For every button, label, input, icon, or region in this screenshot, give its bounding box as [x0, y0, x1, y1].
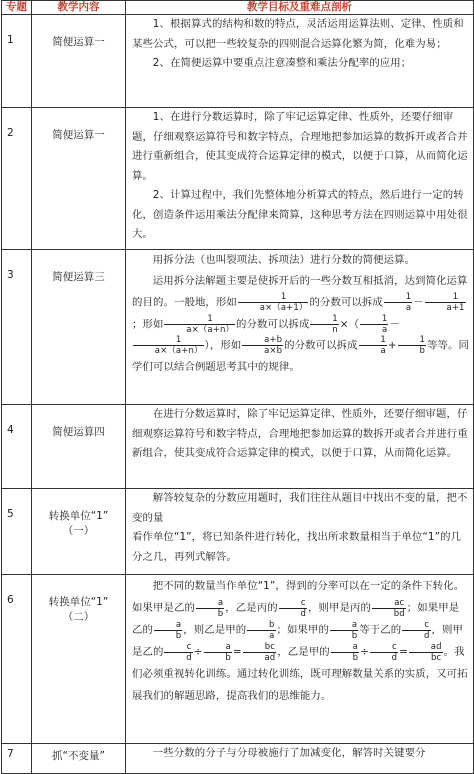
paragraph [132, 575, 469, 707]
fraction [360, 314, 388, 335]
denominator: d [391, 652, 398, 663]
fraction [154, 620, 182, 641]
text-run: ；形如 [132, 318, 164, 330]
denominator: bc [431, 652, 442, 663]
fraction [279, 598, 307, 619]
paragraph: 一些分数的分子与分母被施行了加减变化，解答时关键要分 [152, 747, 426, 759]
denominator: a [380, 346, 386, 356]
header-row [2, 1, 474, 15]
fraction [196, 598, 224, 619]
numerator: 1 [384, 292, 412, 303]
fraction [370, 642, 398, 663]
header-objectives: 教学目标及重难点剖析 [126, 1, 474, 15]
fraction [409, 642, 443, 663]
row-topic: 抓“不变量” [32, 744, 126, 774]
header-content: 教学内容 [32, 1, 126, 15]
fraction [402, 620, 430, 641]
row-number: 5 [2, 489, 32, 575]
denominator: a×b [264, 346, 283, 356]
numerator: c [279, 598, 307, 609]
paragraph: 运用拆分法解题主要是使拆开后的一些分数互相抵消，达到简化运算的目的。一般地，形如 $\frac{1}{a\times(a+1)}$ 的分数可以拆成 $\frac{1}{a}$ － $\frac{1}{a+1}$ ；形如 $\frac{1}{a\times(a+n)}$ 的分数可以拆成 $\frac{1}{n}$ ×（ $\frac{1}{a}$ － $\frac{1}{a\times(a+n)}$ ），形如 $\frac{a+b}{a\times b}$ 的分数可以拆成 $\frac{1}{a}$ + $\frac{1}{b}$ 等等。同学们可以结合例题思考其中的规律。 [132, 275, 469, 373]
denominator: d [186, 652, 192, 663]
operator: × [339, 318, 349, 330]
row-description [126, 250, 474, 405]
numerator: 1 [398, 335, 426, 346]
fraction [238, 292, 309, 313]
row-number: 3 [2, 250, 32, 405]
table-row [2, 489, 474, 575]
text-run: ，则甲是丙的 [308, 602, 371, 614]
paragraph: 1、根据算式的结构和数的特点，灵活运用运算法则、定律、性质和某些公式，可以把一些较复杂的四则混合运算化繁为简，化难为易； [132, 18, 464, 50]
row-number: 2 [2, 108, 32, 250]
denominator: a×（a+n） [154, 346, 203, 356]
operator: + [387, 339, 397, 352]
paragraph: 在进行分数运算时，除了牢记运算定律、性质外，还要仔细审题，仔细观察运算符号和数字特点，合理地把参加运算的数拆开或者合并进行重新组合，使其变成符合运算定律的模式，以便于口算，从而简化运算。 [132, 408, 468, 459]
operator: ÷ [193, 646, 203, 658]
lesson-table [1, 0, 474, 774]
text-run: ，形如 [209, 339, 242, 352]
denominator: a [381, 324, 388, 335]
text-run: 的分数可以拆成 [236, 318, 310, 330]
numerator: bc [243, 642, 277, 653]
denominator: b [419, 346, 426, 356]
fraction [425, 292, 466, 313]
numerator: 1 [360, 314, 388, 325]
numerator: a [196, 598, 224, 609]
text-run: ；如果甲是乙的 [132, 602, 460, 636]
numerator: ad [409, 642, 443, 653]
row-description [126, 108, 474, 250]
text-run: ，乙是丙的 [225, 602, 278, 614]
fraction [359, 335, 387, 356]
row-topic: 简便运算三 [32, 250, 126, 405]
denominator: a [269, 630, 275, 641]
text-run: 的分数可以拆成 [284, 339, 358, 352]
fraction [243, 642, 277, 663]
denominator: d [424, 630, 430, 641]
row-topic: 简便运算一 [32, 15, 126, 108]
topic-line: 转换单位“1” [48, 510, 109, 522]
fraction [204, 642, 232, 663]
row-description [126, 489, 474, 575]
row-description [126, 744, 474, 774]
denominator: a×（a+1） [259, 303, 308, 313]
table-row [2, 405, 474, 489]
fraction [164, 642, 192, 663]
topic-sub: （二） [62, 611, 95, 623]
text-run: ，则甲是乙的 [132, 624, 464, 658]
table-row [2, 744, 474, 774]
numerator: 1 [238, 292, 309, 303]
denominator: b [352, 652, 359, 663]
denominator: ad [264, 652, 276, 663]
denominator: b [175, 630, 182, 641]
denominator: b [225, 652, 231, 663]
denominator: b [217, 608, 224, 619]
numerator: 1 [425, 292, 466, 303]
operator: ÷ [360, 646, 369, 658]
numerator: 1 [133, 335, 204, 346]
paragraph: 2、在简便运算中要重点注意凑整和乘法分配率的应用； [152, 57, 412, 69]
numerator: a [154, 620, 182, 631]
text-run: 的分数可以拆成 [309, 296, 383, 309]
row-topic [32, 489, 126, 575]
numerator: ac [372, 598, 406, 609]
numerator: c [402, 620, 430, 631]
denominator: a+1 [446, 303, 465, 313]
numerator: 1 [359, 335, 387, 346]
row-topic: 简便运算四 [32, 405, 126, 489]
denominator: d [300, 608, 306, 619]
table-row [2, 250, 474, 405]
row-number: 6 [2, 575, 32, 744]
paragraph: 看作单位“1”，将已知条件进行转化，找出所求数量相当于单位“1”的几分之几，再列式解答。 [132, 531, 462, 563]
text-run: ，则乙是甲的 [183, 624, 247, 636]
topic-line: 转换单位“1” [48, 596, 109, 608]
denominator: a [405, 303, 412, 313]
fraction [384, 292, 412, 313]
fraction [398, 335, 426, 356]
fraction [242, 335, 283, 356]
paragraph: 2、计算过程中，我们先整体地分析算式的特点，然后进行一定的转化，创造条件运用乘法分配律来简算，这种思考方法在四则运算中用处很大。 [132, 189, 468, 240]
numerator: a [330, 620, 358, 631]
header-topic: 专题 [2, 1, 32, 15]
text-run: 把不同的数量当作单位“1”，得到的分率可以在一定的条件下转化。如果甲是乙的 [132, 580, 465, 614]
table-row [2, 15, 474, 108]
numerator: b [247, 620, 275, 631]
fraction [164, 314, 235, 335]
paragraph: 解答较复杂的分数应用题时，我们往往从题目中找出不变的量，把不变的量 [132, 492, 468, 524]
topic-sub: （一） [62, 525, 95, 537]
denominator: n [332, 324, 338, 335]
row-description [126, 15, 474, 108]
fraction [133, 335, 204, 356]
text-run: ，乙是甲的 [277, 646, 330, 658]
operator: = [399, 646, 408, 658]
row-description [126, 405, 474, 489]
fraction [247, 620, 275, 641]
paragraph: 用拆分法（也叫裂项法、拆项法）进行分数的简便运算。 [152, 254, 416, 266]
numerator: c [164, 642, 192, 653]
numerator: 1 [310, 314, 338, 325]
denominator: a×（a+n） [186, 324, 235, 335]
row-topic: 简便运算一 [32, 108, 126, 250]
text-run: 等于乙的 [359, 624, 402, 636]
numerator: 1 [164, 314, 235, 325]
fraction [310, 314, 338, 335]
row-topic [32, 575, 126, 744]
table-row [2, 108, 474, 250]
text-run: 。我们必须重视转化训练。通过转化训练，既可理解数量关系的实质，又可拓展我们的解题思路，提高我们的思维能力。 [132, 646, 468, 702]
denominator: b [351, 630, 358, 641]
numerator: a+b [242, 335, 283, 346]
row-number: 1 [2, 15, 32, 108]
row-number: 4 [2, 405, 32, 489]
numerator: c [370, 642, 398, 653]
text-run: 等等。同学们可以结合例题思考其中的规律。 [132, 339, 469, 373]
text-run: ；如果甲的 [276, 624, 329, 636]
operator: = [232, 646, 242, 658]
row-description [126, 575, 474, 744]
denominator: bd [393, 608, 405, 619]
operator: － [389, 318, 400, 330]
text-run: 运用拆分法解题主要是使拆开后的一些分数互相抵消，达到简化运算的目的。一般地，形如 [132, 275, 468, 309]
numerator: a [331, 642, 359, 653]
fraction [331, 642, 359, 663]
row-number: 7 [2, 744, 32, 774]
operator: － [413, 296, 424, 309]
fraction [330, 620, 358, 641]
paragraph: 1、在进行分数运算时，除了牢记运算定律、性质外，还要仔细审题，仔细观察运算符号和数字特点，合理地把参加运算的数拆开或者合并进行重新组合，使其变成符合运算定律的模式，以便于口算，从而简化运算。 [132, 111, 468, 182]
table-row [2, 575, 474, 744]
fraction [372, 598, 406, 619]
numerator: a [204, 642, 232, 653]
